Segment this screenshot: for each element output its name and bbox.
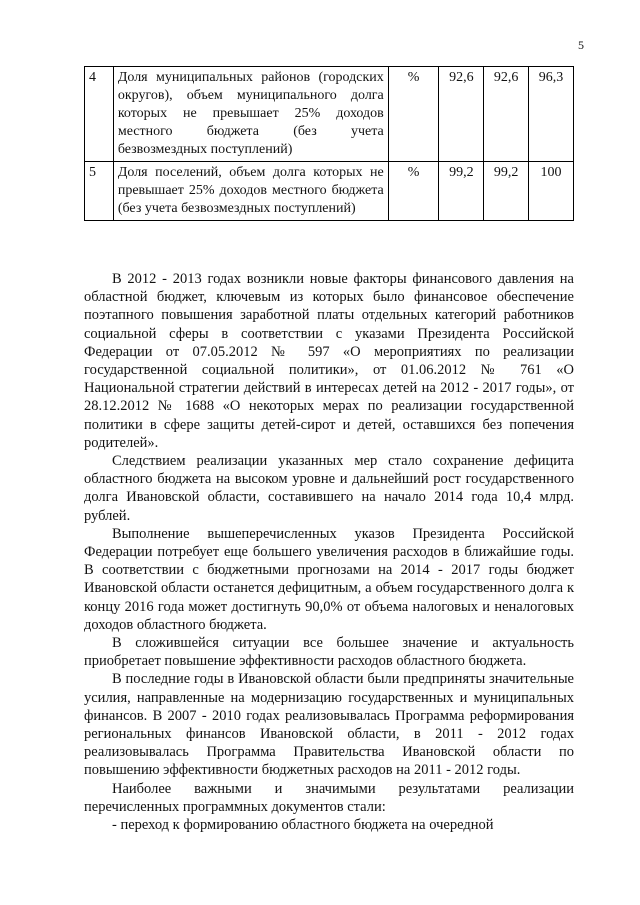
value-cell: 100 <box>529 162 574 221</box>
row-number: 4 <box>85 67 114 162</box>
paragraph: В 2012 - 2013 годах возникли новые факторы финансового давления на областной бюджет, ключевым из которых было финансовое обеспечение поэтапного повышения заработной платы отдельных категорий работников социальной сферы в соответствии с указами Президента Российской Федерации от 07.05.2012 № 597 «О мероприятиях по реализации государственной социальной политики», от 01.06.2012 № 761 «О Национальной стратегии действий в интересах детей на 2012 - 2017 годы», от 28.12.2012 № 1688 «О некоторых мерах по реализации государственной политики в сфере защиты детей-сирот и детей, оставшихся без попечения родителей». <box>84 271 574 451</box>
body-text <box>84 270 574 834</box>
paragraph: Выполнение вышеперечисленных указов Президента Российской Федерации потребует еще большего увеличения расходов в ближайшие годы. В соответствии с бюджетными прогнозами на 2014 - 2017 годы бюджет Ивановской области останется дефицитным, а объем государственного долга к концу 2016 года может достигнуть 90,0% от объема налоговых и неналоговых доходов областного бюджета. <box>84 525 574 633</box>
unit-cell: % <box>388 67 439 162</box>
indicators-table <box>84 66 574 221</box>
value-cell: 99,2 <box>484 162 529 221</box>
paragraph: - переход к формированию областного бюджета на очередной <box>112 817 494 834</box>
value-cell: 96,3 <box>529 67 574 162</box>
unit-cell: % <box>388 162 439 221</box>
table-row <box>85 162 574 221</box>
row-number: 5 <box>85 162 114 221</box>
value-cell: 99,2 <box>439 162 484 221</box>
paragraph: В последние годы в Ивановской области были предприняты значительные усилия, направленные на модернизацию государственных и муниципальных финансов. В 2007 - 2010 годах реализовывалась Программа реформирования региональных финансов Ивановской области, в 2011 - 2012 годах реализовывалась Программа Правительства Ивановской области по повышению эффективности бюджетных расходов на 2011 - 2012 годы. <box>84 671 574 779</box>
paragraph: Следствием реализации указанных мер стало сохранение дефицита областного бюджета на высоком уровне и дальнейший рост государственного долга Ивановской области, составившего на начало 2014 года 10,4 млрд. рублей. <box>84 453 574 524</box>
paragraph: В сложившейся ситуации все большее значение и актуальность приобретает повышение эффективности расходов областного бюджета. <box>84 635 574 670</box>
table-row <box>85 67 574 162</box>
indicator-name: Доля муниципальных районов (городских округов), объем муниципального долга которых не превышает 25% доходов местного бюджета (без учета безвозмездных поступлений) <box>113 67 388 162</box>
value-cell: 92,6 <box>439 67 484 162</box>
page-number: 5 <box>578 38 584 52</box>
indicator-name: Доля поселений, объем долга которых не превышает 25% доходов местного бюджета (без учета безвозмездных поступлений) <box>113 162 388 221</box>
value-cell: 92,6 <box>484 67 529 162</box>
paragraph: Наиболее важными и значимыми результатами реализации перечисленных программных документов стали: <box>84 780 574 815</box>
